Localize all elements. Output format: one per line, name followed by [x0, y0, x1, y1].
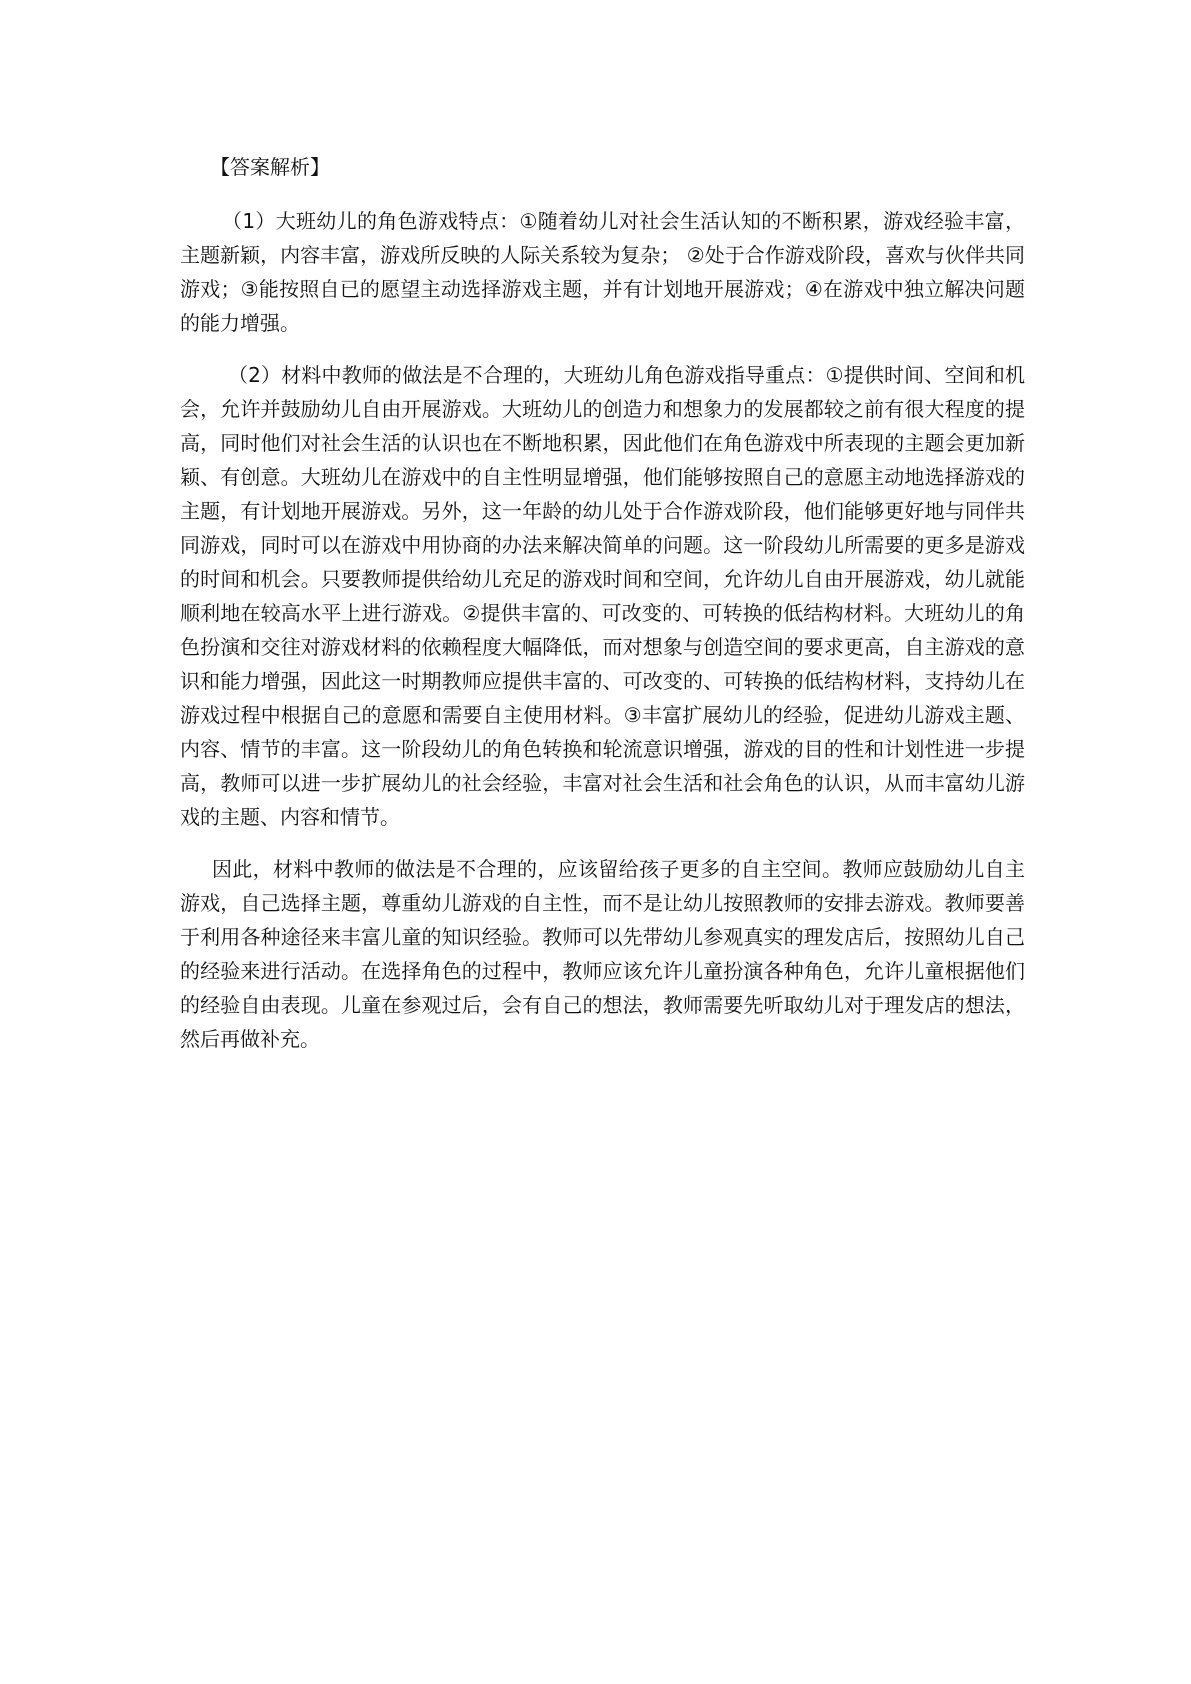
answer-analysis-heading: 【答案解析】	[210, 155, 330, 179]
paragraph-conclusion: 因此，材料中教师的做法是不合理的，应该留给孩子更多的自主空间。教师应鼓励幼儿自主游戏，自己选择主题，尊重幼儿游戏的自主性，而不是让幼儿按照教师的安排去游戏。教师要善于利用各种途径来丰富儿童的知识经验。教师可以先带幼儿参观真实的理发店后，按照幼儿自己的经验来进行活动。在选择角色的过程中，教师应该允许儿童扮演各种角色，允许儿童根据他们的经验自由表现。儿童在参观过后，会有自己的想法，教师需要先听取幼儿对于理发店的想法，然后再做补充。	[180, 857, 1025, 1051]
document-body	[180, 150, 1025, 1074]
paragraph-guidance: （2）材料中教师的做法是不合理的，大班幼儿角色游戏指导重点：①提供时间、空间和机会，允许并鼓励幼儿自由开展游戏。大班幼儿的创造力和想象力的发展都较之前有很大程度的提高，同时他们对社会生活的认识也在不断地积累，因此他们在角色游戏中所表现的主题会更加新颖、有创意。大班幼儿在游戏中的自主性明显增强，他们能够按照自己的意愿主动地选择游戏的主题，有计划地开展游戏。另外，这一年龄的幼儿处于合作游戏阶段，他们能够更好地与同伴共同游戏，同时可以在游戏中用协商的办法来解决简单的问题。这一阶段幼儿所需要的更多是游戏的时间和机会。只要教师提供给幼儿充足的游戏时间和空间，允许幼儿自由开展游戏，幼儿就能顺利地在较高水平上进行游戏。②提供丰富的、可改变的、可转换的低结构材料。大班幼儿的角色扮演和交往对游戏材料的依赖程度大幅降低，而对想象与创造空间的要求更高，自主游戏的意识和能力增强，因此这一时期教师应提供丰富的、可改变的、可转换的低结构材料，支持幼儿在游戏过程中根据自己的意愿和需要自主使用材料。③丰富扩展幼儿的经验，促进幼儿游戏主题、内容、情节的丰富。这一阶段幼儿的角色转换和轮流意识增强，游戏的目的性和计划性进一步提高，教师可以进一步扩展幼儿的社会经验，丰富对社会生活和社会角色的认识，从而丰富幼儿游戏的主题、内容和情节。	[180, 363, 1025, 829]
paragraph-characteristics: （1）大班幼儿的角色游戏特点：①随着幼儿对社会生活认知的不断积累，游戏经验丰富，主题新颖，内容丰富，游戏所反映的人际关系较为复杂； ②处于合作游戏阶段，喜欢与伙伴共同游戏；③能按照自已的愿望主动选择游戏主题，并有计划地开展游戏；④在游戏中独立解决问题的能力增强。	[180, 209, 1025, 335]
